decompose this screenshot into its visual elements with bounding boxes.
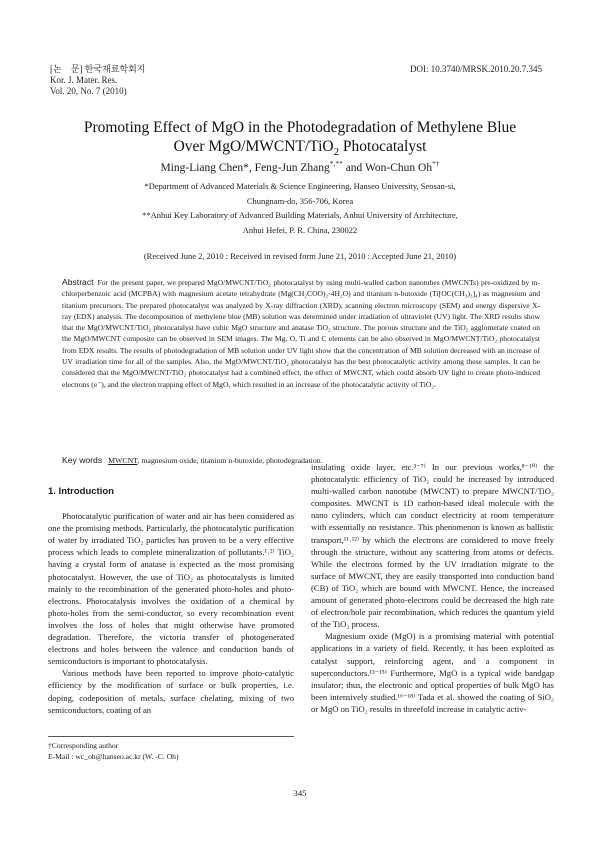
title-line-2: Over MgO/MWCNT/TiO$_2$ Photocatalyst xyxy=(173,138,427,159)
journal-header xyxy=(50,64,290,97)
author-1: Ming-Liang Chen* xyxy=(160,162,249,174)
keywords-label: Key words xyxy=(62,455,103,465)
abstract-text: For the present paper, we prepared MgO/MWCNT/TiO₂ photocatalyst by using multi-walled carbon nanotubes (MWCNTs) pre-oxidized by m-chlorperbenzoic acid (MCPBA) with magnesium acetate tetrahydrate (Mg(CH₂COO)₂·4H₂O) and titanium n-butoxide (Ti[OC(CH₃)₃]₄) as magnesium and titanium precursors. The prepared photocatalyst was analyzed by X-ray diffraction (XRD), scanning electron microscopy (SEM) and energy dispersive X-ray (EDX) analysis. The decomposition of methylene blue (MB) solution was determined under irradiation of ultraviolet (UV) light. The XRD results show that the MgO/MWCNT/TiO₂ photocatalyst have cubic MgO structure and anatase TiO₂ structure. The porous structure and the TiO₂ agglomerate coated on the MgO/MWCNT composite can be observed in SEM images. The Mg, O, Ti and C elements can be also observed in MgO/MWCNT/TiO₂ photocatalyst from EDX results. The results of photodegradation of MB solution under UV light show that the concentration of MB solution decreased with an increase of UV irradiation time for all of the samples. Also, the MgO/MWCNT/TiO₂ photocatalyst has the best photocatalytic activity among these samples. It can be considered that the MgO/MWCNT/TiO₂ photocatalyst had a combined effect, the effect of MWCNT, which could absorb UV light to create photo-induced electrons (e⁻), and the electron trapping effect of MgO, which resulted in an increase of the photocatalytic activity of TiO₂. xyxy=(62,278,540,389)
abstract-label: Abstract xyxy=(62,277,94,287)
contact-email: E-Mail : wc_oh@hanseo.ac.kr (W. -C. Oh) xyxy=(48,751,179,761)
affiliation-line-3: **Anhui Key Laboratory of Advanced Building Materials, Anhui University of Architecture, xyxy=(142,210,458,220)
title-line-1: Promoting Effect of MgO in the Photodegradation of Methylene Blue xyxy=(83,119,517,136)
footnote xyxy=(48,736,294,762)
affiliation-line-2: Chungnam-do, 356-706, Korea xyxy=(246,195,354,206)
journal-volume: Vol. 20, No. 7 (2010) xyxy=(50,86,127,96)
right-column xyxy=(311,461,554,715)
affiliation-line-1: *Department of Advanced Materials & Science Engineering, Hanseo University, Seosan-si, xyxy=(144,181,456,191)
page-number: 345 xyxy=(293,788,307,798)
keyword-link[interactable]: MWCNT xyxy=(108,456,138,465)
paragraph: Various methods have been reported to improve photo-catalytic efficiency by the modification of surface or bulk properties, i.e. doping, codeposition of metals, surface chelating, mixing of two semiconductors, coating of an xyxy=(48,668,294,715)
paragraph: Magnesium oxide (MgO) is a promising material with potential applications in a variety of field. Recently, it has been exploited as catalyst support, reinforcing agent, and a component in superconductors.¹³⁻¹⁵⁾ Furthermore, MgO is a typical wide bandgap insulator; thus, the electronic and optical properties of bulk MgO has been intensively studied.¹⁶⁻¹⁸⁾ Tada et al. showed the coating of SiO₂ or MgO on TiO₂ results in threefold increase in catalytic activ- xyxy=(311,631,554,714)
keywords-rest: , magnesium oxide, titanium n-butoxide, photodegradation. xyxy=(137,456,323,465)
paragraph: insulating oxide layer, etc.³⁻⁷⁾ In our previous works,⁸⁻¹⁰⁾ the photocatalytic efficiency of TiO₂ could be increased by introduced multi-walled carbon nanotube (MWCNT) to prepare MWCNT/TiO₂ composites. MWCNT is 1D carbon-based ideal molecule with the nano cylinders, which can conduct electricity at room temperature with essentially no resistance. This phenomenon is known as ballistic transport,¹¹˒¹²⁾ by which the electrons are considered to move freely through the structure, without any scattering from atoms or defects. While the electrons formed by the UV irradiation migrate to the surface of MWCNT, they are easily transported into conduction band (CB) of TiO₂ which are bound with MWCNT. Hence, the increased amount of generated photo-electrons could be decreased the high rate of electron/hole pair recombination, which reduces the quantum yield of the TiO₂ process. xyxy=(311,462,554,630)
paper-title xyxy=(40,118,560,159)
author-3: Won-Chun Oh*† xyxy=(364,159,440,174)
corresponding-author-note: †Corresponding author xyxy=(48,741,119,750)
journal-short: Kor. J. Mater. Res. xyxy=(50,75,118,85)
section-heading: 1. Introduction xyxy=(48,486,114,497)
abstract xyxy=(62,277,540,390)
author-list: Ming-Liang Chen*, Feng-Jun Zhang*,** and Won-Chun Oh*† xyxy=(160,159,440,174)
journal-korean: [논 문] 한국재료학회지 xyxy=(50,64,146,74)
doi: DOI: 10.3740/MRSK.2010.20.7.345 xyxy=(409,64,542,74)
received-dates: (Received June 2, 2010 : Received in revised form June 21, 2010 : Accepted June 21, 2010) xyxy=(143,251,457,261)
affiliation-line-4: Anhui Hefei, P. R. China, 230022 xyxy=(242,224,358,235)
paragraph: Photocatalytic purification of water and air has been considered as one the promising methods. Particularly, the photocatalytic purification of water by irradiated TiO₂ particles has proven to be a very effective process which leads to complete mineralization of pollutants.¹˒²⁾ TiO₂ having a crystal form of anatase is expected as the most promising photocatalyst. However, the use of TiO₂ as photocatalysts is limited mainly to the recombination of the generated photo-holes and photo-electrons. Photocatalysis involves the oxidation of a chemical by photo-holes from the semi-conductor, so every recombination event involves the loss of holes that might otherwise have promoted degradation. Therefore, the victoria transfer of photogenerated electrons and holes between the valence and conduction bands of semiconductors is important to photocatalysis. xyxy=(48,511,294,667)
left-column xyxy=(48,486,294,716)
affiliations xyxy=(40,179,560,237)
author-2: Feng-Jun Zhang*,** xyxy=(254,159,343,174)
